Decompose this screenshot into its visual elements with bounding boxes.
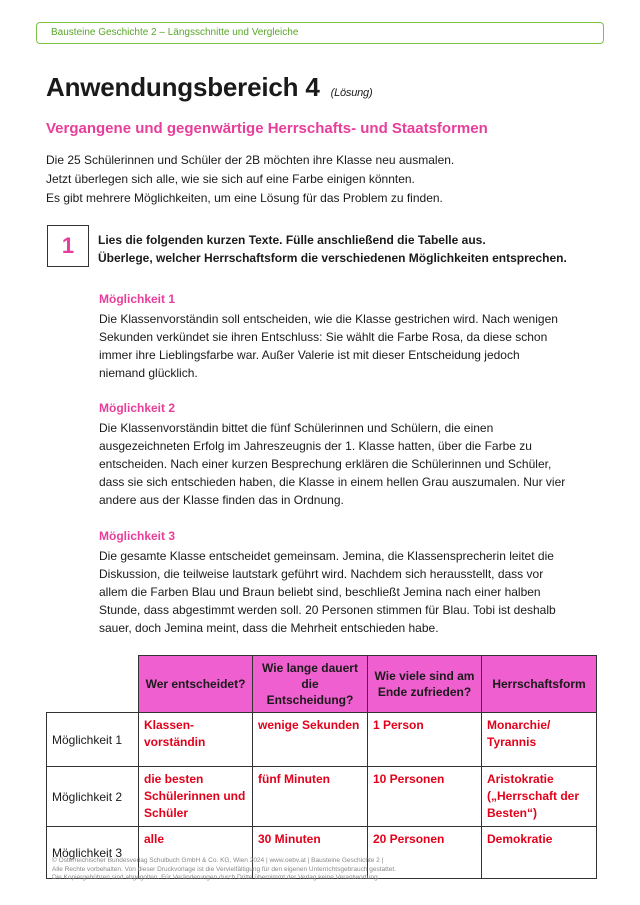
option-title: Möglichkeit 3 <box>99 529 176 543</box>
table-cell: wenige Sekunden <box>253 713 368 767</box>
table-cell: Demokratie <box>482 827 597 879</box>
table-cell: 1 Person <box>368 713 482 767</box>
footer-line: © Österreichischer Bundesverlag Schulbuch GmbH & Co. KG, Wien 2024 | www.oebv.at | Bausteine Geschichte 2 | <box>52 857 384 864</box>
table-cell: fünf Minuten <box>253 767 368 827</box>
task-instructions <box>98 231 567 267</box>
option-line: Sekunden verkündet sie ihren Entschluss: Sie wählt die Farbe Rosa, da diese schon <box>99 330 548 344</box>
intro-line: Die 25 Schülerinnen und Schüler der 2B möchten ihre Klasse neu ausmalen. <box>46 153 455 167</box>
table-header-cell: Herrschaftsform <box>482 656 597 713</box>
footer-copyright <box>52 857 396 883</box>
row-label: Möglichkeit 2 <box>47 767 139 827</box>
table-row <box>47 713 597 767</box>
task-line: Überlege, welcher Herrschaftsform die verschiedenen Möglichkeiten entsprechen. <box>98 251 567 265</box>
table-header-cell: Wie lange dauert die Entscheidung? <box>253 656 368 713</box>
option-title: Möglichkeit 2 <box>99 401 176 415</box>
option-line: Diskussion, die teilweise lautstark geführt wird. Nachdem sich herausstellt, dass vor <box>99 567 544 581</box>
option-3 <box>99 527 604 637</box>
table-cell: 10 Personen <box>368 767 482 827</box>
option-line: dass sie sich entschieden haben, die Klasse in einem hellen Grau auszumalen. Nur vier <box>99 475 566 489</box>
table-cell: 20 Personen <box>368 827 482 879</box>
option-line: andere aus der Klasse finden das in Ordnung. <box>99 493 344 507</box>
option-line: immer ihre Lieblingsfarbe war. Außer Valerie ist mit dieser Entscheidung jedoch <box>99 348 520 362</box>
table-row <box>47 767 597 827</box>
option-body <box>99 419 604 509</box>
table-cell: Monarchie/ Tyrannis <box>482 713 597 767</box>
option-line: niemand glücklich. <box>99 366 198 380</box>
table-cell: alle <box>139 827 253 879</box>
option-2 <box>99 399 604 509</box>
table-header-row <box>47 656 597 713</box>
intro-text <box>46 151 606 208</box>
option-line: ausgezeichneten Erfolg im Jahreszeugnis der 1. Klasse hatten, über die Farbe zu <box>99 439 532 453</box>
title-sub: (Lösung) <box>330 87 373 99</box>
task-line: Lies die folgenden kurzen Texte. Fülle anschließend die Tabelle aus. <box>98 233 486 247</box>
option-body <box>99 310 604 382</box>
table-corner <box>47 656 139 713</box>
option-1 <box>99 290 604 382</box>
page-title <box>46 72 372 103</box>
footer-line: Alle Rechte vorbehalten. Von dieser Druckvorlage ist die Vervielfältigung für den eigenen Unterrichtsgebrauch gestattet. <box>52 865 396 873</box>
table-cell: Aristokratie („Herrschaft der Besten“) <box>482 767 597 827</box>
row-label: Möglichkeit 3 <box>47 827 139 879</box>
option-line: sauer, doch Jemina meint, dass die Mehrheit entschieden habe. <box>99 621 439 635</box>
table-cell: die besten Schülerinnen und Schüler <box>139 767 253 827</box>
row-label: Möglichkeit 1 <box>47 713 139 767</box>
option-title: Möglichkeit 1 <box>99 292 176 306</box>
intro-line: Jetzt überlegen sich alle, wie sie sich auf eine Farbe einigen könnten. <box>46 172 415 186</box>
option-body <box>99 547 604 637</box>
option-line: Die Klassenvorständin bittet die fünf Schülerinnen und Schülern, die einen <box>99 421 494 435</box>
task-number-box: 1 <box>47 225 89 267</box>
table-header-cell: Wer entscheidet? <box>139 656 253 713</box>
header-text: Bausteine Geschichte 2 – Längsschnitte und Vergleiche <box>51 27 299 38</box>
table-header-cell: Wie viele sind am Ende zufrieden? <box>368 656 482 713</box>
option-line: entscheiden. Nach einer kurzen Besprechung erklären die Schülerinnen und Schüler, <box>99 457 552 471</box>
answer-table <box>46 655 597 879</box>
option-line: allem die Farben Blau und Braun beliebt sind, beschließt Jemina nach einer halben <box>99 585 541 599</box>
option-line: Die gesamte Klasse entscheidet gemeinsam. Jemina, die Klassensprecherin leitet die <box>99 549 554 563</box>
section-subtitle: Vergangene und gegenwärtige Herrschafts- und Staatsformen <box>46 120 488 137</box>
option-line: Die Klassenvorständin soll entscheiden, wie die Klasse gestrichen wird. Nach wenigen <box>99 312 558 326</box>
table-cell: 30 Minuten <box>253 827 368 879</box>
header-banner <box>36 22 604 44</box>
title-main: Anwendungsbereich 4 <box>46 72 320 102</box>
option-line: Stunde, dass abgestimmt werden soll. 20 Personen stimmen für Blau. Tobi ist deshalb <box>99 603 556 617</box>
footer-line: Die Kopiergebühren sind abgegolten. Für Veränderungen durch Dritte übernimmt der Verlag keine Verantwortung. <box>52 874 380 881</box>
intro-line: Es gibt mehrere Möglichkeiten, um eine Lösung für das Problem zu finden. <box>46 191 443 205</box>
table-cell: Klassen-vorständin <box>139 713 253 767</box>
